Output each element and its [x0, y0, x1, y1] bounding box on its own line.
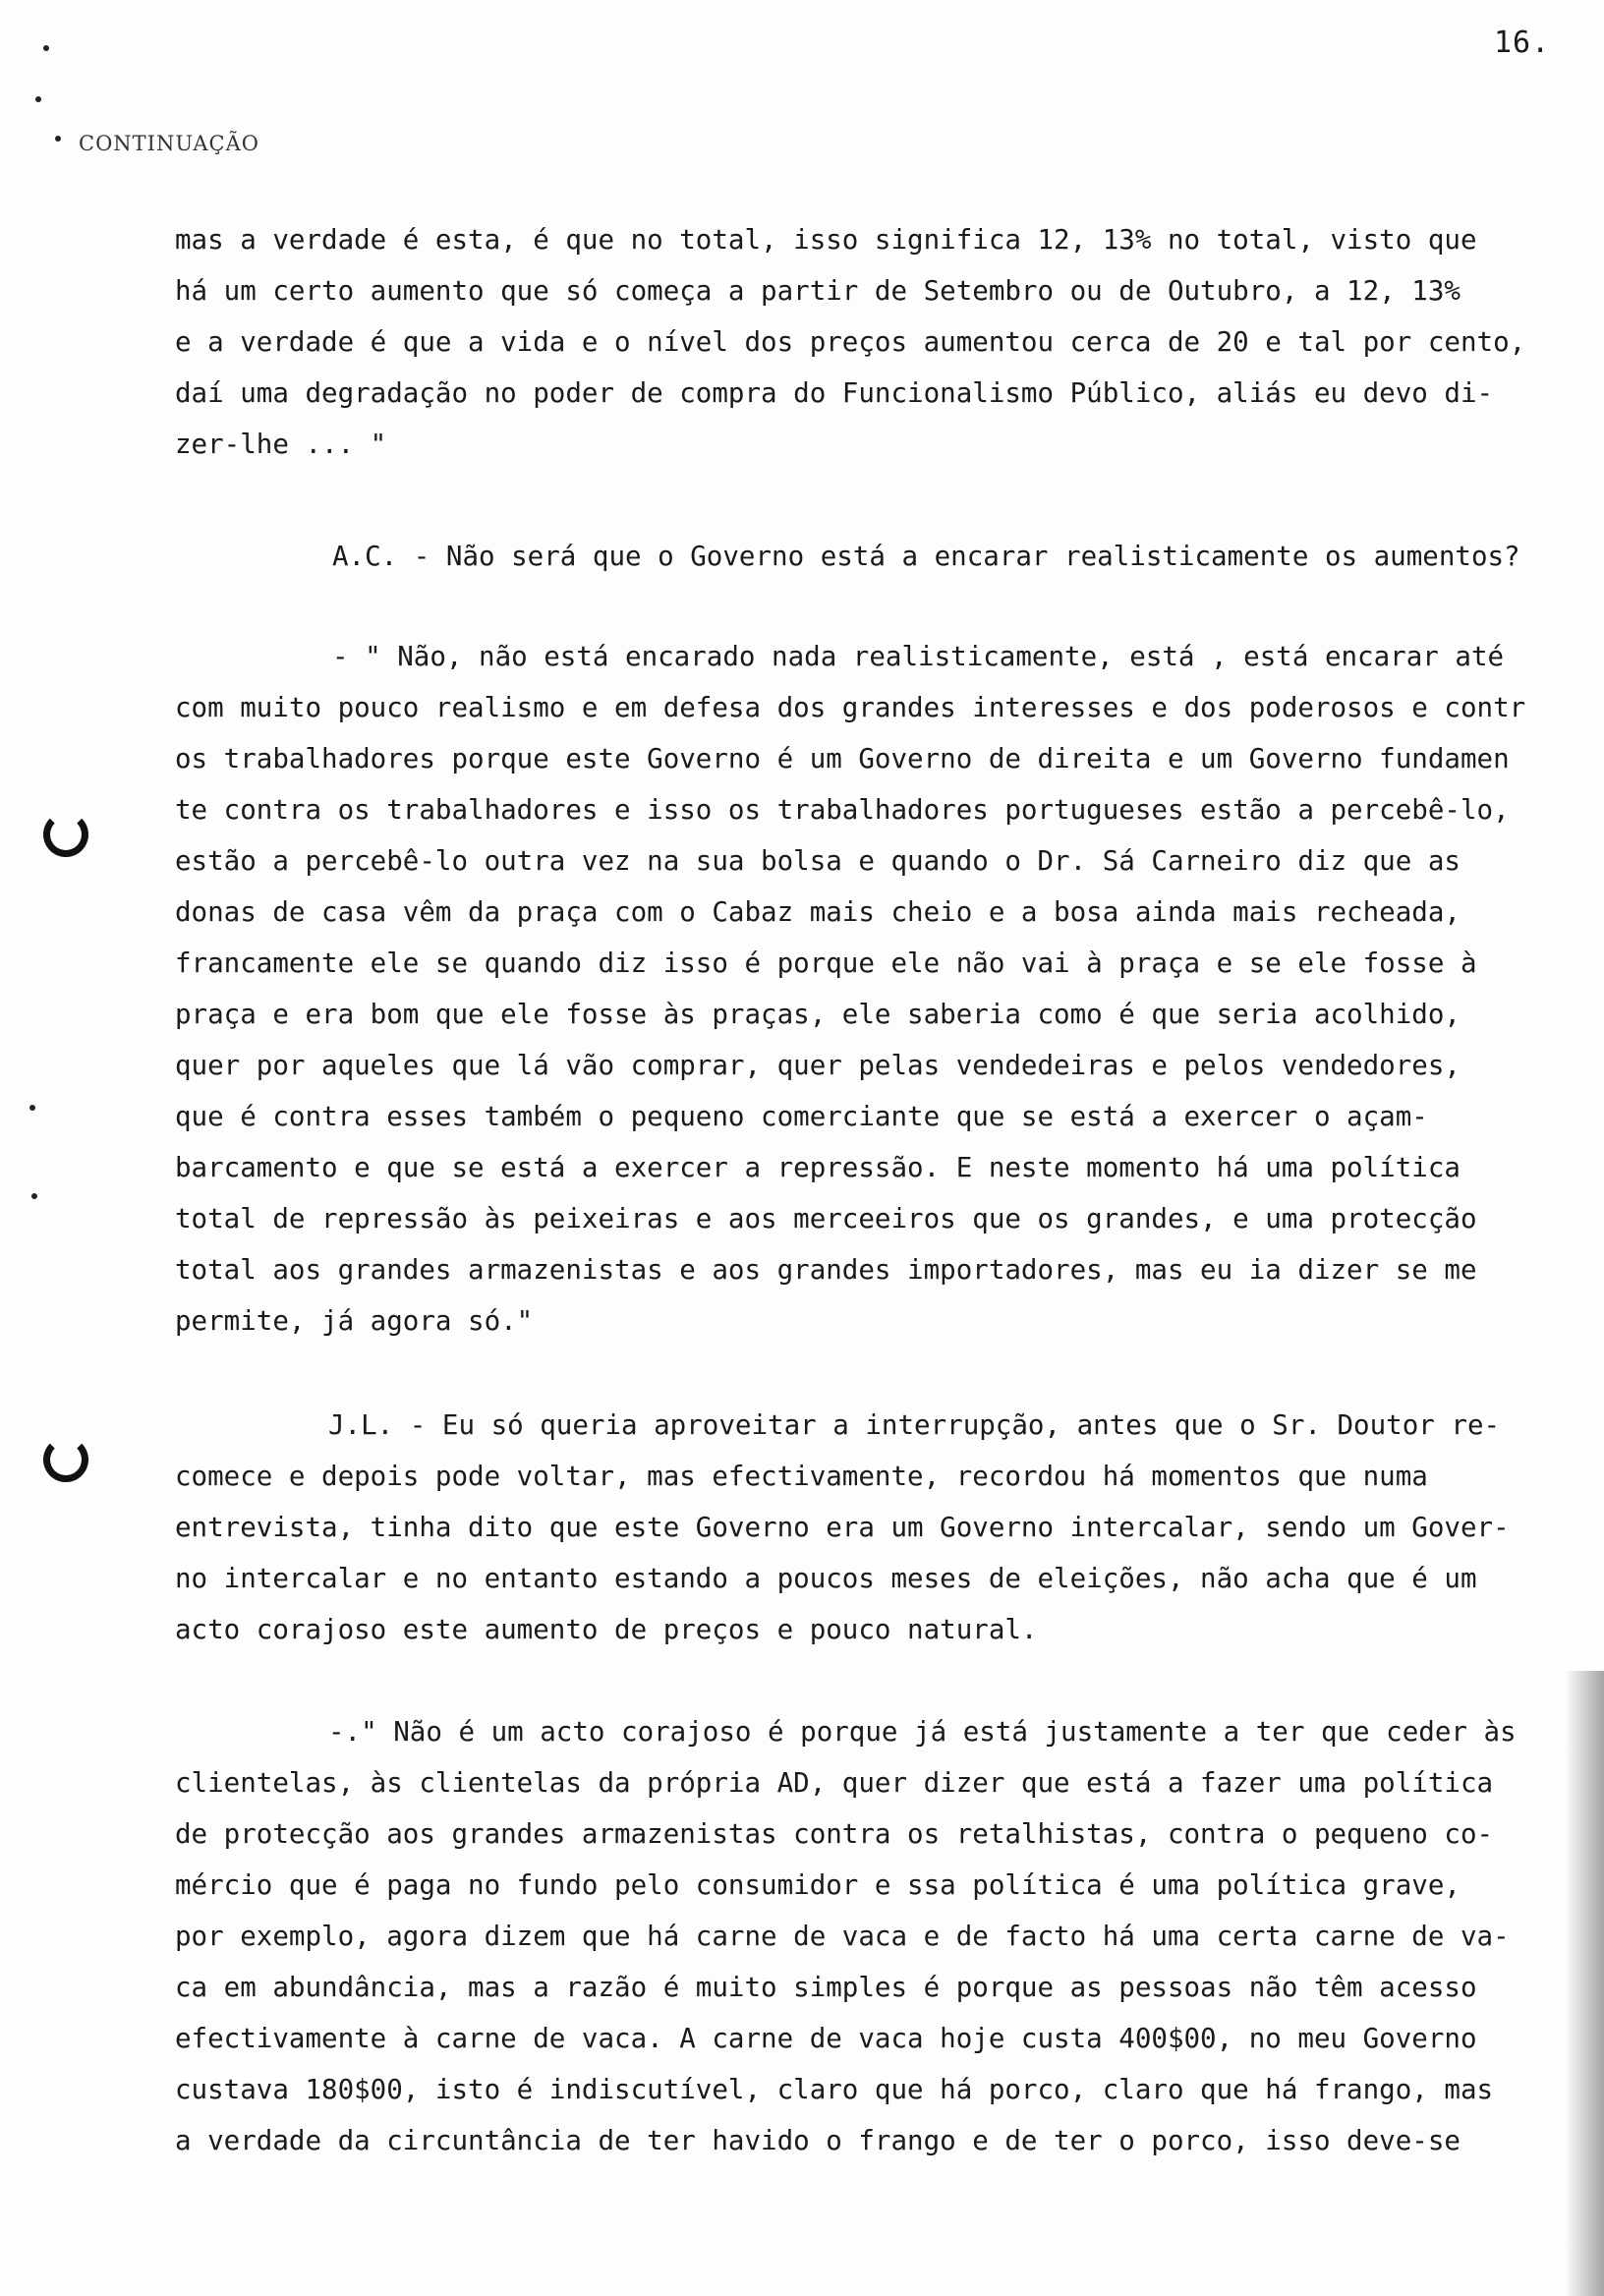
text-line: total aos grandes armazenistas e aos grandes importadores, mas eu ia dizer se me — [175, 1254, 1477, 1286]
text-line: A.C. - Não será que o Governo está a encarar realisticamente os aumentos? — [332, 541, 1520, 572]
text-line: clientelas, às clientelas da própria AD, quer dizer que está a fazer uma política — [175, 1767, 1494, 1799]
text-line: há um certo aumento que só começa a partir de Setembro ou de Outubro, a 12, 13% — [175, 275, 1461, 307]
margin-speck — [43, 45, 49, 51]
text-line: estão a percebê-lo outra vez na sua bolsa e quando o Dr. Sá Carneiro diz que as — [175, 845, 1461, 877]
text-line: efectivamente à carne de vaca. A carne de vaca hoje custa 400$00, no meu Governo — [175, 2023, 1477, 2054]
text-line: mas a verdade é esta, é que no total, isso significa 12, 13% no total, visto que — [175, 224, 1477, 256]
text-line: barcamento e que se está a exercer a repressão. E neste momento há uma política — [175, 1152, 1461, 1183]
binder-hole-icon — [43, 812, 88, 857]
paragraph-1 — [175, 214, 1604, 470]
margin-speck — [29, 1105, 35, 1111]
text-line: os trabalhadores porque este Governo é um Governo de direita e um Governo fundamen — [175, 743, 1510, 775]
text-line: ca em abundância, mas a razão é muito simples é porque as pessoas não têm acesso — [175, 1972, 1477, 2003]
text-line: permite, já agora só." — [175, 1305, 534, 1337]
text-line: te contra os trabalhadores e isso os trabalhadores portugueses estão a percebê-lo, — [175, 794, 1510, 826]
text-line: - " Não, não está encarado nada realisticamente, está , está encarar até — [332, 641, 1505, 672]
text-line: praça e era bom que ele fosse às praças, ele saberia como é que seria acolhido, — [175, 999, 1461, 1030]
paragraph-4 — [175, 1400, 1604, 1655]
text-line: entrevista, tinha dito que este Governo era um Governo intercalar, sendo um Gover- — [175, 1512, 1510, 1543]
margin-speck — [31, 1193, 37, 1199]
text-line: de protecção aos grandes armazenistas contra os retalhistas, contra o pequeno co- — [175, 1818, 1494, 1850]
paragraph-5 — [175, 1706, 1604, 2166]
text-line: por exemplo, agora dizem que há carne de vaca e de facto há uma certa carne de va- — [175, 1921, 1510, 1952]
text-line: e a verdade é que a vida e o nível dos preços aumentou cerca de 20 e tal por cento, — [175, 326, 1526, 358]
text-line: donas de casa vêm da praça com o Cabaz mais cheio e a bosa ainda mais recheada, — [175, 896, 1461, 928]
text-line: J.L. - Eu só queria aproveitar a interrupção, antes que o Sr. Doutor re- — [328, 1409, 1501, 1441]
text-line: com muito pouco realismo e em defesa dos grandes interesses e dos poderosos e contr — [175, 692, 1526, 723]
paragraph-3 — [175, 631, 1604, 1347]
binder-hole-icon — [43, 1437, 88, 1482]
text-line: -." Não é um acto corajoso é porque já está justamente a ter que ceder às — [328, 1716, 1517, 1748]
text-line: zer-lhe ... " — [175, 429, 387, 460]
text-line: no intercalar e no entanto estando a poucos meses de eleições, não acha que é um — [175, 1563, 1477, 1594]
text-line: francamente ele se quando diz isso é porque ele não vai à praça e se ele fosse à — [175, 947, 1477, 979]
continuation-label: CONTINUAÇÃO — [79, 132, 260, 155]
text-line: que é contra esses também o pequeno comerciante que se está a exercer o açam- — [175, 1101, 1428, 1132]
text-line: quer por aqueles que lá vão comprar, quer pelas vendedeiras e pelos vendedores, — [175, 1050, 1461, 1081]
text-line: daí uma degradação no poder de compra do Funcionalismo Público, aliás eu devo di- — [175, 377, 1494, 409]
margin-speck — [55, 136, 61, 142]
text-line: custava 180$00, isto é indiscutível, claro que há porco, claro que há frango, mas — [175, 2074, 1494, 2105]
margin-speck — [35, 96, 41, 102]
text-line: a verdade da circuntância de ter havido o frango e de ter o porco, isso deve-se — [175, 2125, 1461, 2156]
paragraph-2 — [332, 531, 1604, 582]
text-line: comece e depois pode voltar, mas efectivamente, recordou há momentos que numa — [175, 1461, 1428, 1492]
text-line: total de repressão às peixeiras e aos merceeiros que os grandes, e uma protecção — [175, 1203, 1477, 1234]
text-line: mércio que é paga no fundo pelo consumidor e ssa política é uma política grave, — [175, 1869, 1461, 1901]
text-line: acto corajoso este aumento de preços e pouco natural. — [175, 1614, 1038, 1645]
page-number: 16. — [1494, 26, 1551, 60]
